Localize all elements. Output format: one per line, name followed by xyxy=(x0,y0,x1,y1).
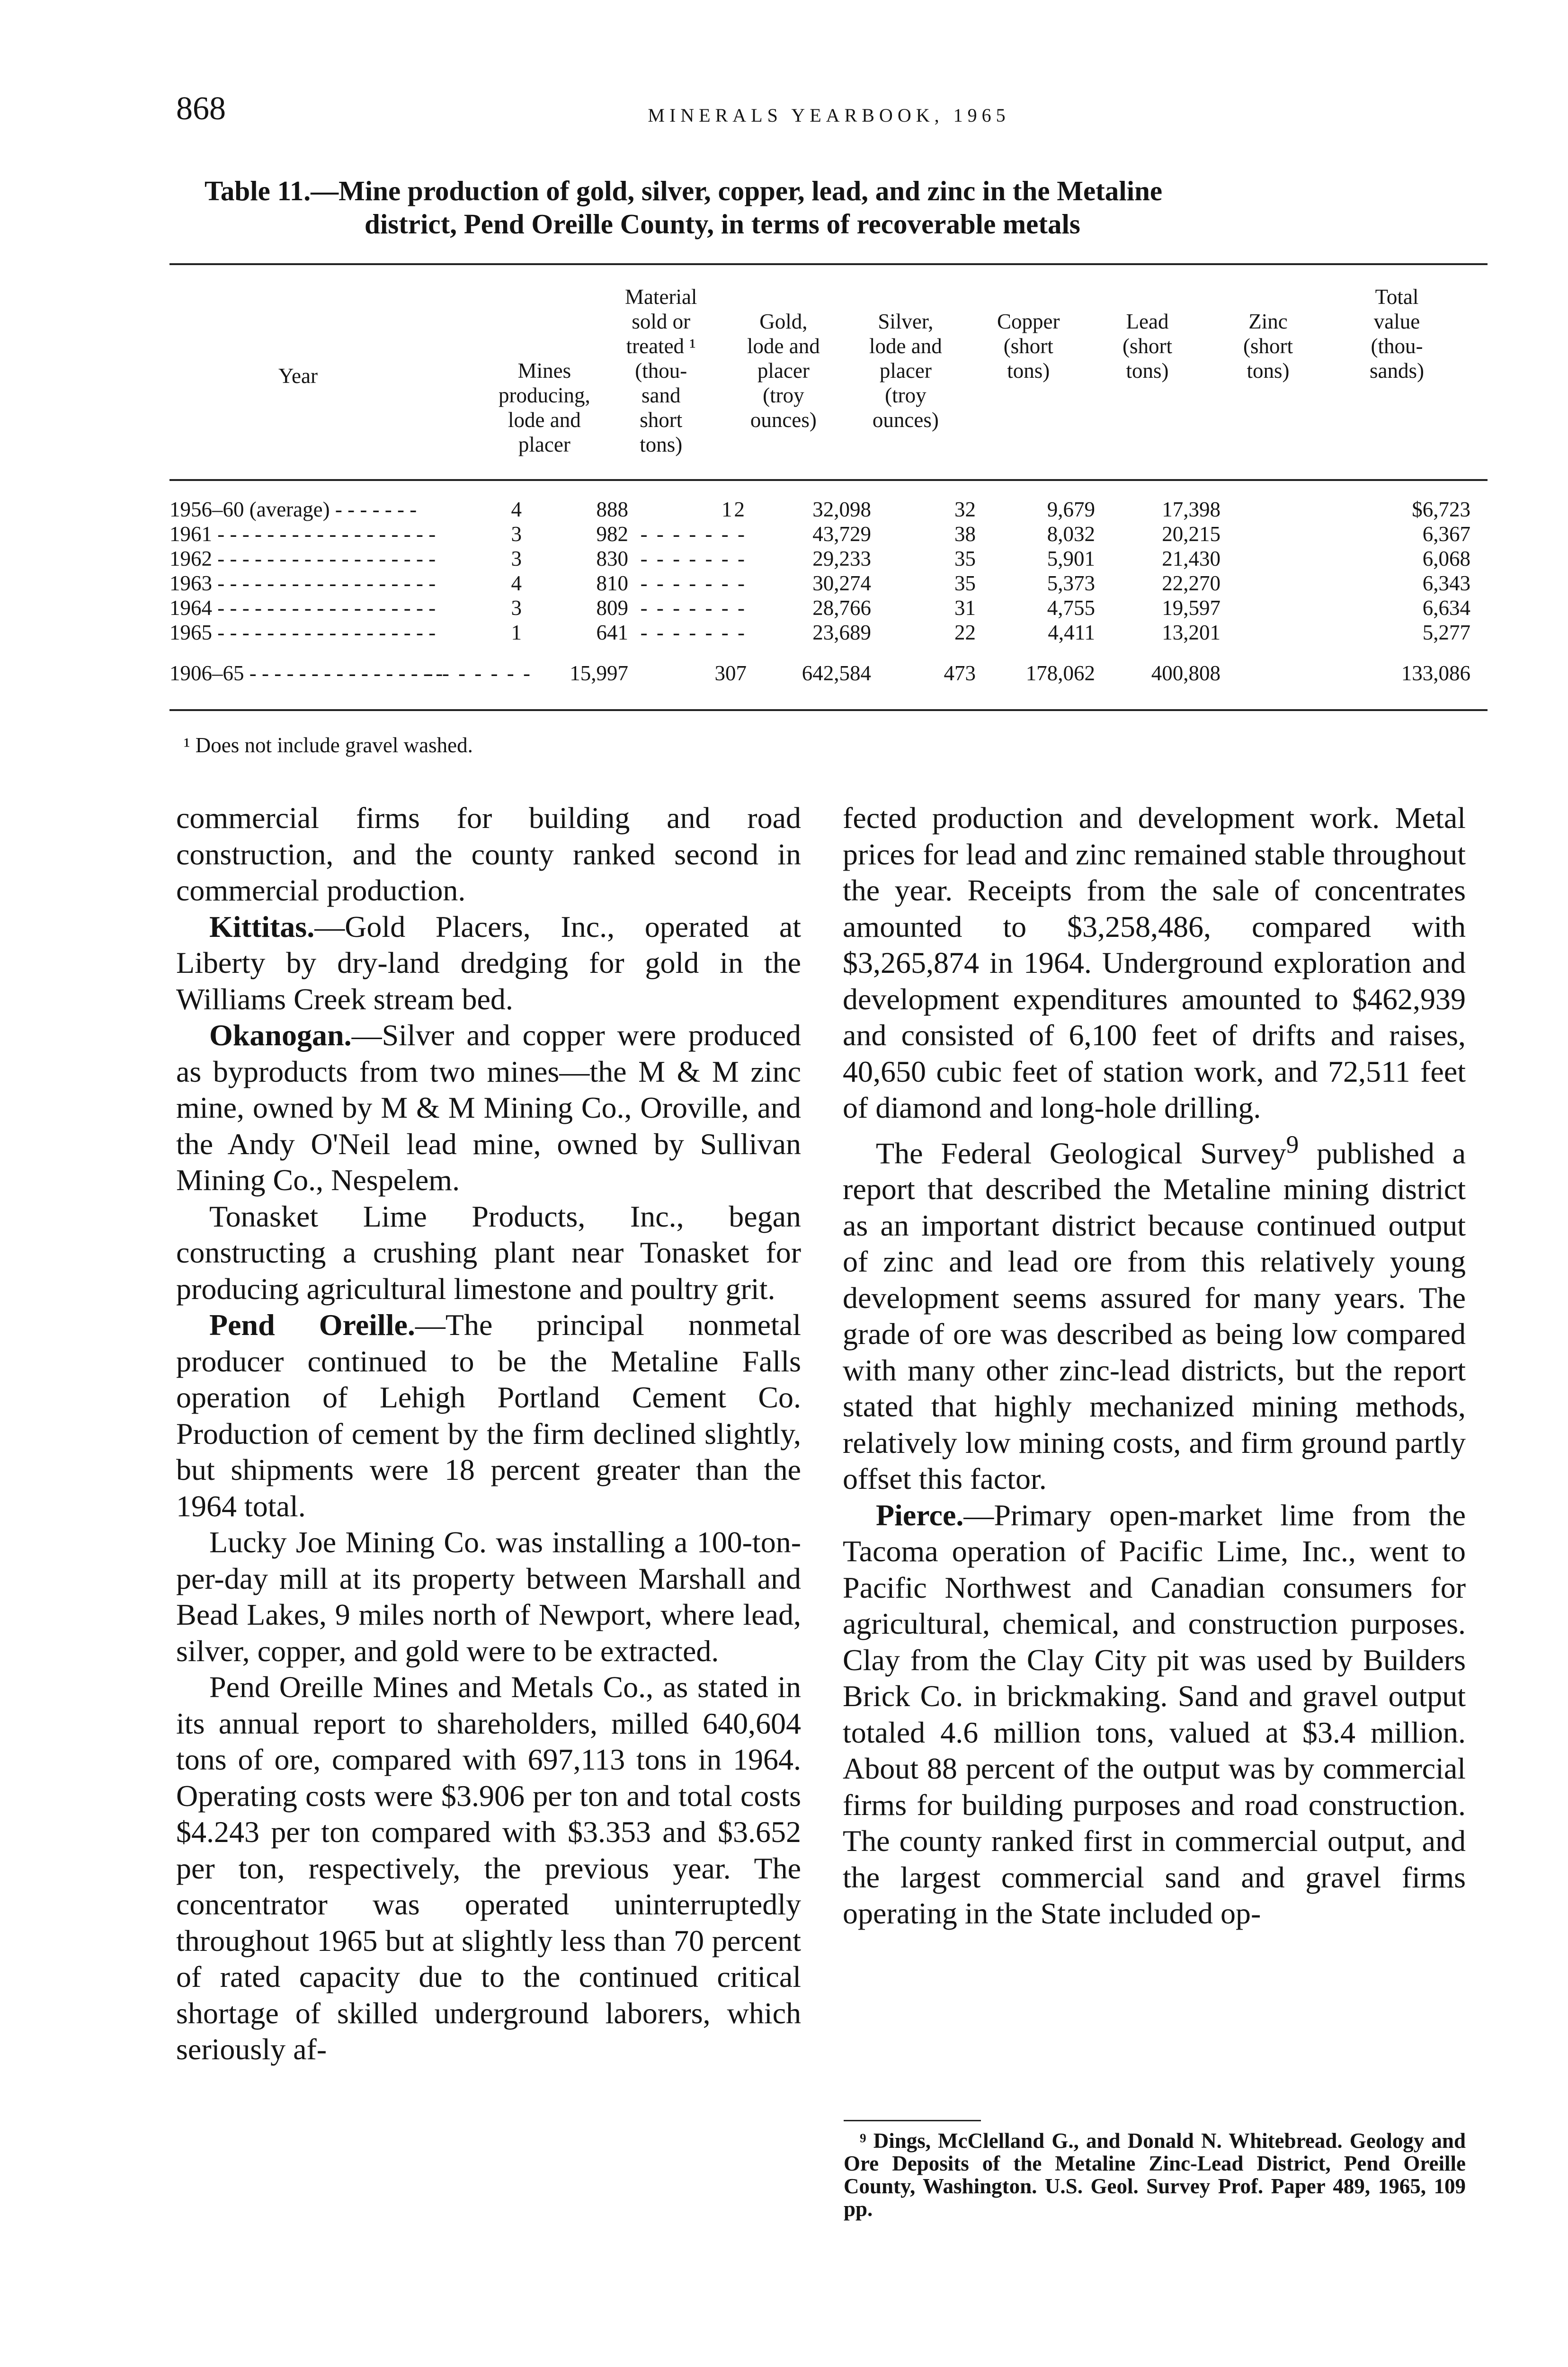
row-material: 830 xyxy=(596,547,628,570)
row-zinc: 20,215 xyxy=(1162,522,1221,546)
header-material: Material sold or treated ¹ (thou- sand short tons) xyxy=(625,285,697,456)
row-lead: 8,032 xyxy=(1047,522,1095,546)
table-bottom-rule xyxy=(169,709,1488,711)
table-title xyxy=(205,174,1464,240)
row-total: 6,634 xyxy=(1422,596,1470,620)
paragraph: Pierce.—Primary open-market lime from the Tacoma operation of Pacific Lime, Inc., went to Pacific Northwest and Canadian consumers for agricultural, chemical, and construction purposes. Clay from the Clay City pit was used by Builders Brick Co. in brickmaking. Sand and gravel output totaled 4.6 million tons, valued at $3.4 million. About 88 percent of the output was by commercial firms for building purposes and road construction. The county ranked first in commercial output, and the largest commercial sand and gravel firms operating in the State included op- xyxy=(843,1498,1466,1931)
row-gold: - - - - - - - xyxy=(640,596,747,620)
row-gold: 307 xyxy=(714,661,747,685)
row-lead: 178,062 xyxy=(1025,661,1095,685)
row-copper: 32 xyxy=(954,498,976,521)
row-total: 6,068 xyxy=(1422,547,1470,570)
row-lead: 4,755 xyxy=(1047,596,1095,620)
row-year: 1965 xyxy=(169,621,212,644)
table-title-line-1: Table 11.—Mine production of gold, silver, copper, lead, and zinc in the Metaline xyxy=(205,175,1163,206)
footnote-rule xyxy=(844,2120,981,2121)
row-mines: 1 xyxy=(511,621,522,644)
running-head: MINERALS YEARBOOK, 1965 xyxy=(648,105,1010,126)
row-total: 6,343 xyxy=(1422,571,1470,595)
footnote-9 xyxy=(844,2129,1466,2220)
paragraph: Pend Oreille Mines and Metals Co., as stated in its annual report to shareholders, milled 640,604 tons of ore, compared with 697,113 tons in 1964. Operating costs were $3.906 per ton and total costs $4.243 per ton compared with $3.353 and $3.652 per ton, respectively, the previous year. The concentrator was operated uninterruptedly throughout 1965 but at slightly less than 70 percent of rated capacity due to the continued critical shortage of skilled underground laborers, which seriously af- xyxy=(176,1670,801,2066)
row-total: 5,277 xyxy=(1422,621,1470,644)
header-gold: Gold, lode and placer (troy ounces) xyxy=(747,310,820,432)
row-leader: - - - - - - - - - - - - - - - - - - xyxy=(217,596,436,620)
row-copper: 31 xyxy=(954,596,976,620)
row-silver: 29,233 xyxy=(812,547,871,570)
paragraph: Tonasket Lime Products, Inc., began constructing a crushing plant near Tonasket for producing agricultural limestone and poultry grit. xyxy=(176,1199,801,1306)
row-total: 6,367 xyxy=(1422,522,1470,546)
row-year: 1963 xyxy=(169,571,212,595)
paragraph: commercial firms for building and road construction, and the county ranked second in commercial production. xyxy=(176,801,801,907)
row-material: 15,997 xyxy=(570,661,628,685)
header-total-value: Total value (thou- sands) xyxy=(1370,285,1424,383)
row-silver: 642,584 xyxy=(802,661,871,685)
header-copper: Copper (short tons) xyxy=(997,310,1060,383)
row-year: 1961 xyxy=(169,522,212,546)
row-lead: 4,411 xyxy=(1048,621,1095,644)
county-heading: Pierce. xyxy=(876,1498,964,1532)
row-year: 1906–65 xyxy=(169,661,244,685)
paragraph: Okanogan.—Silver and copper were produced as byproducts from two mines—the M & M zinc mine, owned by M & M Mining Co., Oroville, and the Andy O'Neil lead mine, owned by Sullivan Mining Co., Nespelem. xyxy=(176,1018,801,1197)
row-material: 982 xyxy=(596,522,628,546)
row-leader: - - - - - - - - - - - - - - - - xyxy=(249,661,443,685)
row-gold: - - - - - - - xyxy=(640,547,747,570)
table-row xyxy=(169,546,1488,571)
table-row xyxy=(169,497,1488,522)
row-leader: - - - - - - - - - - - - - - - - - - xyxy=(217,522,436,546)
row-year: 1964 xyxy=(169,596,212,620)
table-header-rule xyxy=(169,479,1488,481)
paragraph: Kittitas.—Gold Placers, Inc., operated at Liberty by dry-land dredging for gold in the Williams Creek stream bed. xyxy=(176,909,801,1016)
page-header xyxy=(176,90,1482,133)
row-copper: 35 xyxy=(954,547,976,570)
table-row xyxy=(169,571,1488,596)
paragraph: Pend Oreille.—The principal nonmetal producer continued to be the Metaline Falls operation of Lehigh Portland Cement Co. Production of cement by the firm declined slightly, but shipments were 18 percent greater than the 1964 total. xyxy=(176,1308,801,1523)
row-silver: 23,689 xyxy=(812,621,871,644)
row-zinc: 19,597 xyxy=(1162,596,1221,620)
row-leader: - - - - - - - - - - - - - - - - - - xyxy=(217,571,436,595)
header-zinc: Zinc (short tons) xyxy=(1243,310,1293,383)
row-silver: 30,274 xyxy=(812,571,871,595)
header-silver: Silver, lode and placer (troy ounces) xyxy=(869,310,942,432)
table-row xyxy=(169,620,1488,645)
footnote-reference: 9 xyxy=(1286,1130,1299,1158)
row-mines: 3 xyxy=(511,547,522,570)
row-lead: 5,901 xyxy=(1047,547,1095,570)
row-lead: 5,373 xyxy=(1047,571,1095,595)
table-row xyxy=(169,596,1488,620)
row-silver: 43,729 xyxy=(812,522,871,546)
row-copper: 473 xyxy=(944,661,976,685)
table-title-line-2: district, Pend Oreille County, in terms of recoverable metals xyxy=(365,208,1080,240)
row-mines: 3 xyxy=(511,522,522,546)
header-lead: Lead (short tons) xyxy=(1123,310,1172,383)
header-year: Year xyxy=(278,364,318,388)
row-copper: 35 xyxy=(954,571,976,595)
row-gold: - - - - - - - xyxy=(640,571,747,595)
table-column-headers xyxy=(169,285,1488,457)
row-zinc: 400,808 xyxy=(1151,661,1221,685)
page-number: 868 xyxy=(176,90,226,127)
right-column xyxy=(843,800,1466,1932)
row-total: 133,086 xyxy=(1401,661,1470,685)
row-lead: 9,679 xyxy=(1047,498,1095,521)
paragraph: Lucky Joe Mining Co. was installing a 100-ton-per-day mill at its property between Marshall and Bead Lakes, 9 miles north of Newport, where lead, silver, copper, and gold were to be extracted. xyxy=(176,1525,801,1668)
row-material: 888 xyxy=(596,498,628,521)
row-gold: - - - - - - - xyxy=(640,621,747,644)
row-mines: 4 xyxy=(511,498,522,521)
row-zinc: 22,270 xyxy=(1162,571,1221,595)
row-mines: 4 xyxy=(511,571,522,595)
paragraph: fected production and development work. Metal prices for lead and zinc remained stable throughout the year. Receipts from the sale of concentrates amounted to $3,258,486, compared with $3,265,874 in 1964. Underground exploration and development expenditures amounted to $462,939 and consisted of 6,100 feet of drifts and raises, 40,650 cubic feet of station work, and 72,511 feet of diamond and long-hole drilling. xyxy=(843,801,1466,1124)
row-silver: 28,766 xyxy=(812,596,871,620)
row-material: 810 xyxy=(596,571,628,595)
county-heading: Pend Oreille. xyxy=(209,1308,415,1342)
row-silver: 32,098 xyxy=(812,498,871,521)
row-material: 809 xyxy=(596,596,628,620)
row-leader: - - - - - - - - - - - - - - - - - - xyxy=(217,547,436,570)
footnote-text: Dings, McClelland G., and Donald N. Whitebread. Geology and Ore Deposits of the Metaline Zinc-Lead District, Pend Oreille County, Washington. U.S. Geol. Survey Prof. Paper 489, 1965, 109 pp. xyxy=(844,2129,1466,2221)
row-zinc: 21,430 xyxy=(1162,547,1221,570)
table-top-rule xyxy=(169,263,1488,265)
row-leader: - - - - - - - xyxy=(335,498,417,521)
row-gold: 12 xyxy=(722,498,747,521)
header-mines: Mines producing, lode and placer xyxy=(499,359,590,456)
row-total: $6,723 xyxy=(1412,498,1470,521)
row-copper: 38 xyxy=(954,522,976,546)
row-copper: 22 xyxy=(954,621,976,644)
row-year: 1956–60 (average) xyxy=(169,498,330,521)
row-leader: - - - - - - - - - - - - - - - - - - xyxy=(217,621,436,644)
row-material: 641 xyxy=(596,621,628,644)
row-year: 1962 xyxy=(169,547,212,570)
row-gold: - - - - - - - xyxy=(640,522,747,546)
footnote-mark: ⁹ xyxy=(860,2129,866,2153)
paragraph: The Federal Geological Survey$^9$ published a report that described the Metaline mining district as an important district because continued output of zinc and lead ore from this relatively young development seems assured for many years. The grade of ore was described as being low compared with many other zinc-lead districts, but the report stated that highly mechanized mining methods, relatively low mining costs, and firm ground partly offset this factor. xyxy=(843,1130,1466,1496)
county-heading: Kittitas. xyxy=(209,909,315,943)
table-row xyxy=(169,522,1488,546)
table-footnote: ¹ Does not include gravel washed. xyxy=(184,733,473,757)
row-mines: 3 xyxy=(511,596,522,620)
row-zinc: 13,201 xyxy=(1162,621,1221,644)
left-column xyxy=(176,800,801,2068)
row-zinc: 17,398 xyxy=(1162,498,1221,521)
county-heading: Okanogan. xyxy=(209,1018,352,1052)
row-mines: - - - - - - - xyxy=(426,661,532,685)
table-total-row xyxy=(169,661,1488,685)
